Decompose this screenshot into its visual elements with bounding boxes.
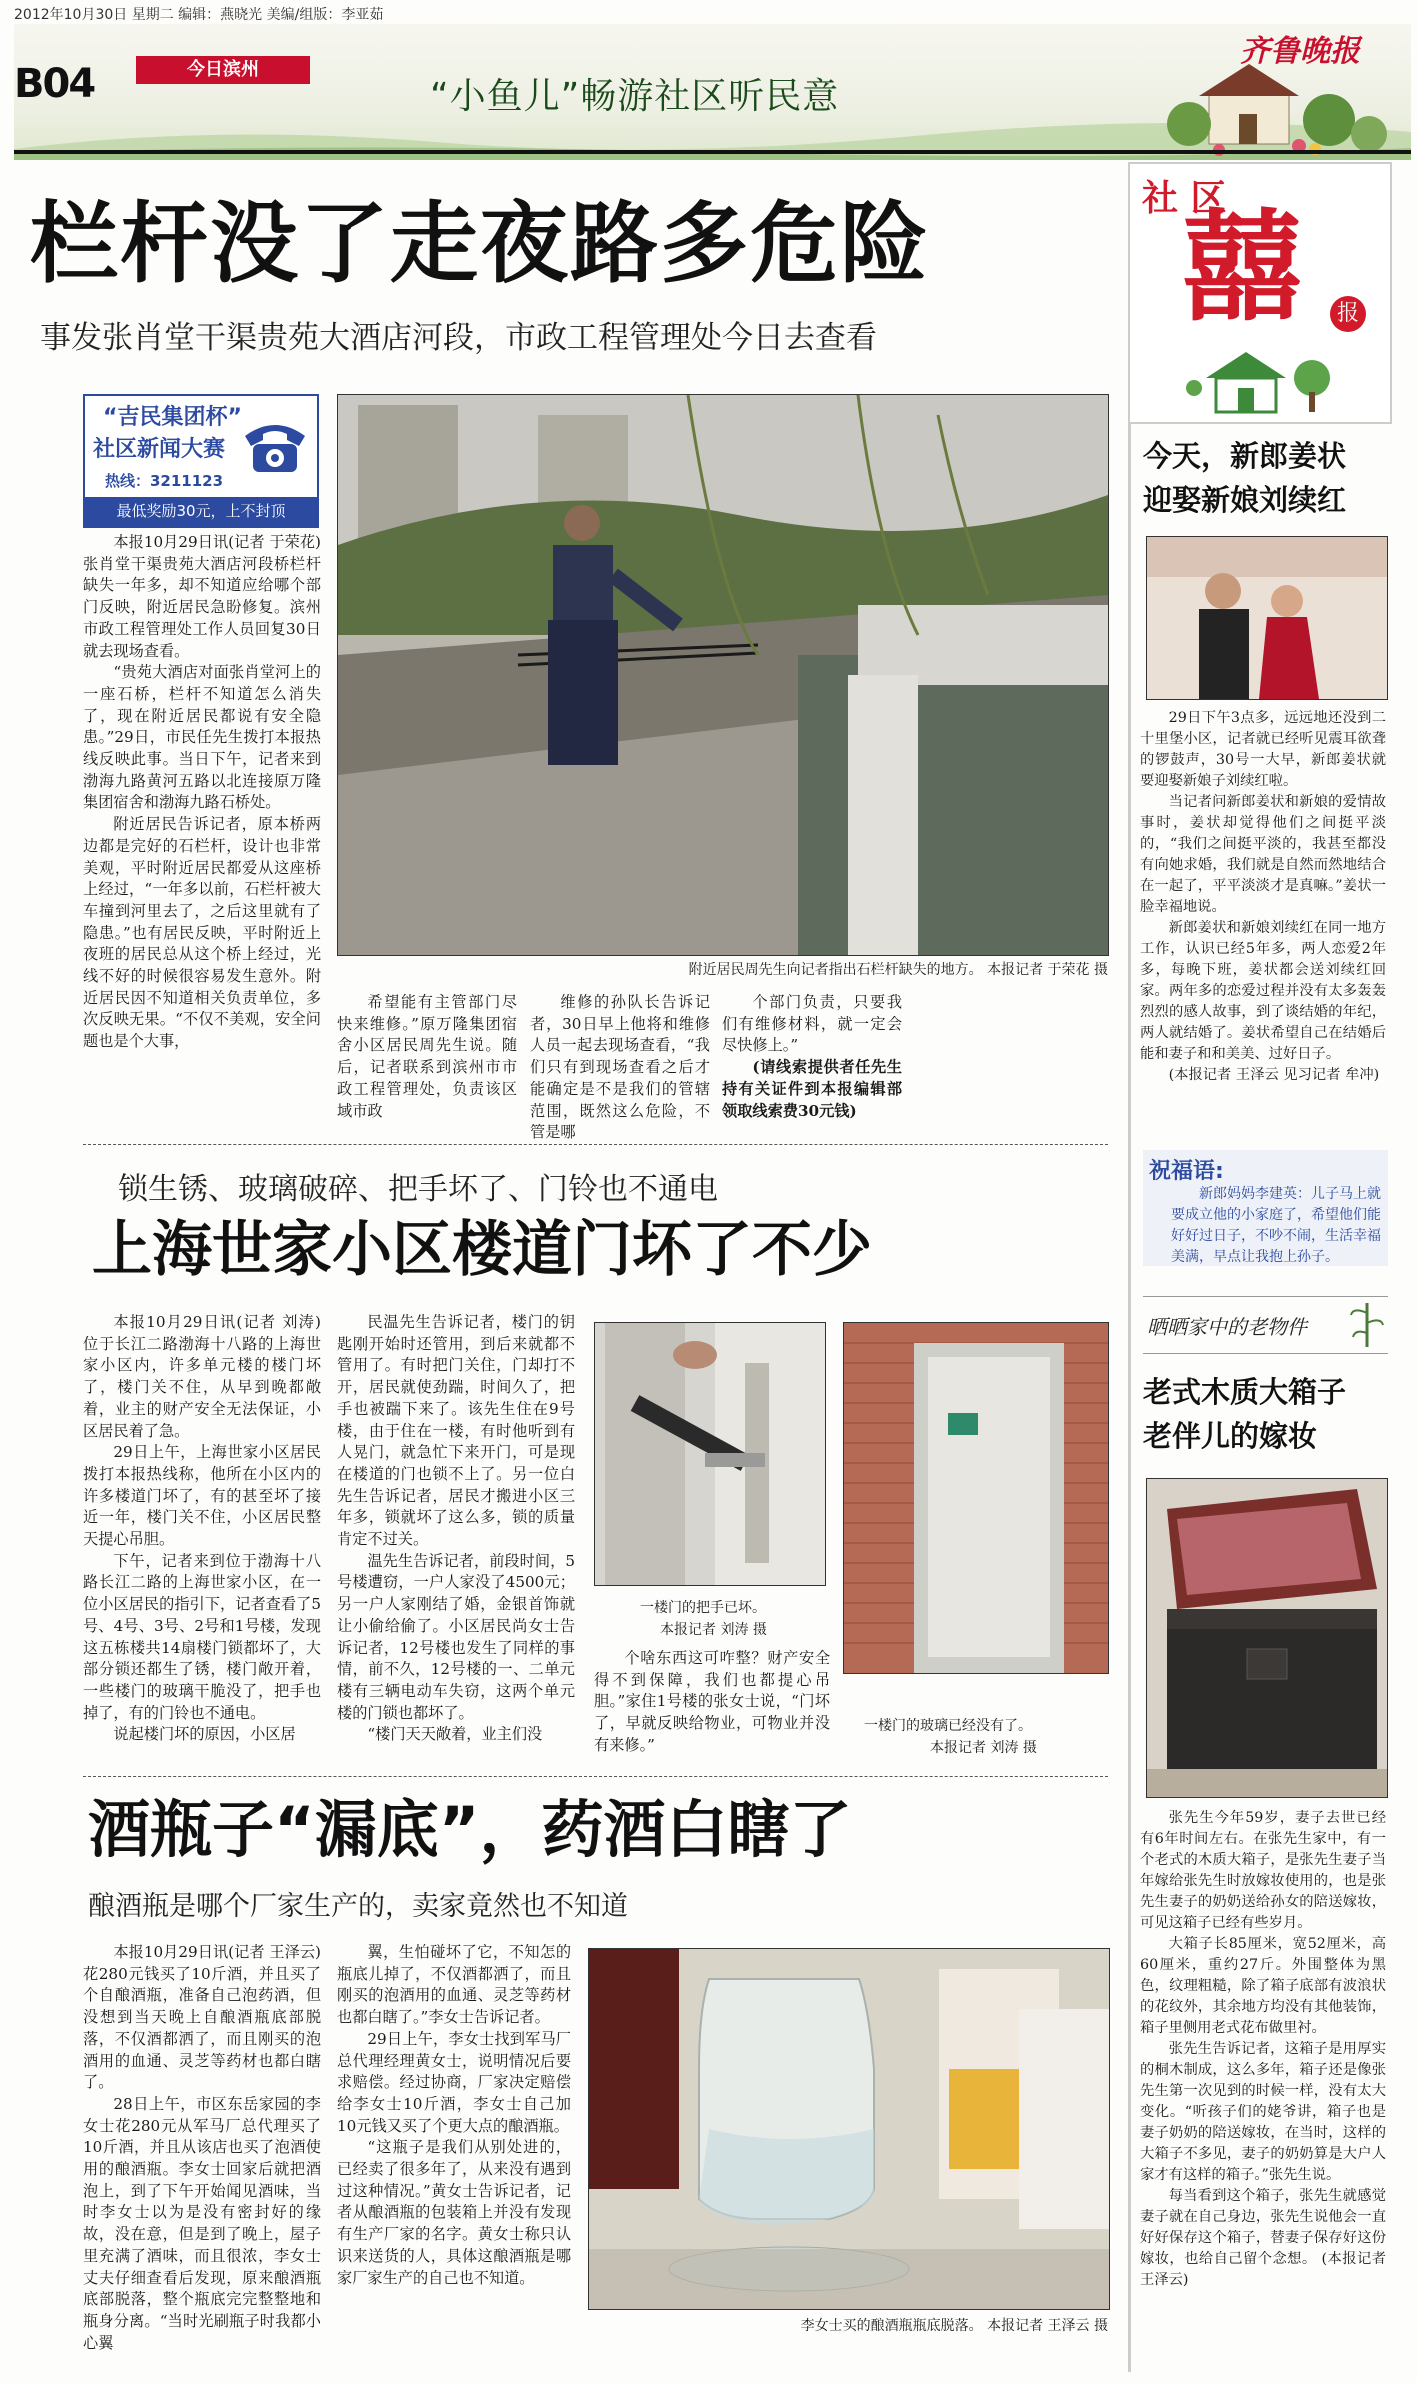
- hotline-number: 热线：3211123: [105, 472, 224, 490]
- wedding-story: [1140, 708, 1386, 1086]
- source-reward-note: (请线索提供者任先生持有关证件到本报编辑部领取线索费30元钱): [722, 1058, 902, 1120]
- section-divider: [83, 1776, 1108, 1777]
- paragraph: 每当看到这个箱子，张先生就感觉妻子就在自己身边，张先生说他会一直好好保存这个箱子，替妻子保存好这份嫁妆，也给自己留个念想。 (本报记者 王泽云): [1140, 2188, 1386, 2288]
- story2-col2: [337, 1312, 575, 1746]
- blessing-label: 祝福语:: [1149, 1159, 1224, 1184]
- paragraph: 民温先生告诉记者，楼门的钥匙刚开始时还管用，到后来就都不管用了。有时把门关住，门却打不开，居民就使劲踹，时间久了，把手也被踹下来了。该先生住在9号楼，由于住在一楼，有时他听到有人晃门，就急忙下来开门，可是现在楼道的门也锁不上了。另一位白先生告诉记者，居民才搬进小区三年多，锁就坏了这么多，锁的质量肯定不过关。: [337, 1313, 575, 1549]
- wedding-headline: [1143, 434, 1346, 522]
- story2-photo-handle: [594, 1322, 826, 1586]
- paragraph: 张先生今年59岁，妻子去世已经有6年时间左右。在张先生家中，有一个老式的木质大箱子，是张先生妻子当年嫁给张先生时放嫁妆使用的，也是张先生妻子的奶奶送给孙女的陪送嫁妆，可见这箱子已经有些岁月。: [1140, 1810, 1386, 1931]
- paper-logo: 齐鲁晚报: [1240, 34, 1360, 69]
- story2-col3: [594, 1648, 830, 1757]
- story3-photo-wine-jar: [588, 1948, 1110, 2310]
- wedding-headline-line2: 迎娶新娘刘续红: [1143, 483, 1347, 517]
- old-things-header: [1143, 1296, 1388, 1354]
- story2-photo1-caption-a: 一楼门的把手已坏。: [640, 1600, 766, 1616]
- hotline-title-1: “吉民集团杯”: [103, 405, 242, 430]
- wooden-chest-photo: [1146, 1478, 1388, 1798]
- lead-headline: 栏杆没了走夜路多危险: [30, 192, 931, 295]
- blessing-text: 新郎妈妈李建英：儿子马上就要成立他的小家庭了，希望他们能好好过日子，不吵不闹，生活幸福美满，早点让我抱上孙子。: [1171, 1186, 1381, 1265]
- box-headline-line1: 老式木质大箱子: [1143, 1375, 1347, 1409]
- paragraph: 本报10月29日讯(记者 王泽云) 花280元钱买了10斤酒，并且买了个自酿酒瓶，准备自己泡药酒，但没想到当天晚上自酿酒瓶底部脱落，不仅酒都洒了，而且刚买的泡酒用的血通、灵芝等药材也都白瞎了。: [83, 1943, 321, 2092]
- lead-subheadline: 事发张肖堂干渠贵苑大酒店河段，市政工程管理处今日去查看: [40, 320, 877, 356]
- lead-story-col2: [337, 992, 517, 1122]
- box-headline: [1143, 1370, 1346, 1458]
- story2-photo2-caption-b: 本报记者 刘涛 摄: [930, 1740, 1037, 1756]
- paragraph: 温先生告诉记者，前段时间，5号楼遭窃，一户人家没了4500元；另一户人家刚结了婚，金银首饰就让小偷给偷了。小区居民尚女士告诉记者，12号楼也发生了同样的事情，前不久，12号楼的一、二单元楼有三辆电动车失窃，这两个单元楼的门锁也都坏了。: [337, 1551, 575, 1722]
- hotline-title-2: 社区新闻大赛: [93, 437, 226, 462]
- section-tag: 今日滨州: [136, 56, 310, 84]
- paragraph: 29日上午，上海世家小区居民拨打本报热线称，他所在小区内的许多楼道门坏了，有的甚至坏了接近一年，楼门关不住，小区居民整天提心吊胆。: [83, 1443, 321, 1549]
- chest-story: [1140, 1808, 1386, 2291]
- column-rule: [1128, 162, 1131, 2372]
- old-things-title: 晒晒家中的老物件: [1147, 1315, 1307, 1339]
- paragraph: 28日上午，市区东岳家园的李女士花280元从军马厂总代理买了10斤酒，并且从该店也买了泡酒使用的酿酒瓶。李女士回家后就把酒泡上，到了下午开始闻见酒味，当时李女士以为是没有密封好的缘故，没在意，但是到了晚上，屋子里充满了酒味，而且很浓，李女士丈夫仔细查看后发现，原来酿酒瓶底部脱落，整个瓶底完完整整地和瓶身分离。“当时光刷瓶子时我都小心翼: [83, 2094, 321, 2352]
- banner-title: “小鱼儿”畅游社区听民意: [430, 76, 840, 117]
- paragraph: 大箱子长85厘米，宽52厘米，高60厘米，重约27斤。外围整体为黑色，纹理粗糙，除了箱子底部有波浪状的花纹外，其余地方均没有其他装饰，箱子里侧用老式花布做里衬。: [1140, 1936, 1386, 2036]
- paragraph: 翼，生怕碰坏了它，不知怎的瓶底儿掉了，不仅酒都洒了，而且刚买的泡酒用的血通、灵芝等药材也都白瞎了。”李女士告诉记者。: [337, 1943, 571, 2027]
- story2-photo-glass-door: [843, 1322, 1109, 1674]
- paragraph: “贵苑大酒店对面张肖堂河上的一座石桥，栏杆不知道怎么消失了，现在附近居民都说有安全隐患。”29日，市民任先生拨打本报热线反映此事。当日下午，记者来到渤海九路黄河五路以北连接原万隆集团宿舍和渤海九路石桥处。: [83, 663, 321, 812]
- page-number: B04: [14, 61, 95, 107]
- paragraph: 张先生告诉记者，这箱子是用厚实的桐木制成，这么多年，箱子还是像张先生第一次见到的时候一样，没有太大变化。“听孩子们的姥爷讲，箱子也是妻子奶奶的陪送嫁妆，在当时，这样的大箱子不多见，妻子的奶奶算是大户人家才有这样的箱子。”张先生说。: [1140, 2041, 1386, 2183]
- story2-headline: 上海世家小区楼道门坏了不少: [92, 1215, 872, 1285]
- story3-photo-caption: 李女士买的酿酒瓶瓶底脱落。 本报记者 王泽云 摄: [800, 2318, 1108, 2334]
- paragraph: 29日上午，李女士找到军马厂总代理经理黄女士，说明情况后要求赔偿。经过协商，厂家决定赔偿给李女士10斤酒，李女士自己加10元钱又买了个更大点的酿酒瓶。: [337, 2029, 571, 2135]
- paragraph: 下午，记者来到位于渤海十八路长江二路的上海世家小区，在一位小区居民的指引下，记者查看了5号、4号、3号、2号和1号楼，发现这五栋楼共14扇楼门锁都坏了，大部分锁还都生了锈，楼门敞开着，一些楼门的玻璃干脆没了，把手也掉了，有的门铃也不通电。: [83, 1551, 321, 1722]
- section-divider: [83, 1144, 1108, 1145]
- paragraph: 29日下午3点多，远远地还没到二十里堡小区，记者就已经听见震耳欲聋的锣鼓声，30号一大早，新郎姜状就要迎娶新娘子刘续红啦。: [1140, 710, 1386, 789]
- paragraph: 说起楼门坏的原因，小区居: [113, 1725, 296, 1744]
- story2-col1: [83, 1312, 321, 1746]
- story2-photo1-caption-b: 本报记者 刘涛 摄: [660, 1622, 767, 1638]
- masthead-rule: [14, 150, 1411, 154]
- lead-photo-bridge: [337, 394, 1109, 956]
- paragraph: 本报10月29日讯(记者 于荣花) 张肖堂干渠贵苑大酒店河段桥栏杆缺失一年多，却不知道应给哪个部门反映，附近居民急盼修复。滨州市政工程管理处工作人员回复30日就去现场查看。: [83, 533, 321, 660]
- box-headline-line2: 老伴儿的嫁妆: [1143, 1419, 1318, 1453]
- paragraph: 维修的孙队长告诉记者，30日早上他将和维修人员一起去现场查看，“我们只有到现场查看之后才能确定是不是我们的管辖范围，既然这么危险，不管是哪: [530, 993, 710, 1142]
- paragraph: 个啥东西这可咋整？财产安全得不到保障，我们也都提心吊胆。”家住1号楼的张女士说，“门坏了，早就反映给物业，可物业并没有来修。”: [594, 1649, 830, 1754]
- house-icon: [1186, 348, 1346, 418]
- wedding-headline-line1: 今天，新郎姜状: [1143, 439, 1347, 473]
- story3-col2: [337, 1942, 571, 2289]
- lead-story-col1: [83, 532, 321, 1053]
- paragraph: “这瓶子是我们从别处进的，已经卖了很多年了，从来没有遇到过这种情况。”黄女士告诉记者，记者从酿酒瓶的包装箱上并没有发现有生产厂家的名字。黄女士称只认识来送货的人，具体这酿酒瓶是哪家厂家生产的自己也不知道。: [337, 2138, 571, 2287]
- hotline-box: [83, 394, 319, 528]
- paragraph: 希望能有主管部门尽快来维修。”原万隆集团宿舍小区居民周先生说。随后，记者联系到滨州市市政工程管理处，负责该区域市政: [337, 993, 517, 1120]
- paragraph: 个部门负责，只要我们有维修材料，就一定会尽快修上。”: [722, 993, 902, 1055]
- xi-header-big: 囍: [1182, 197, 1302, 338]
- xi-header-line1: 社 区: [1142, 178, 1227, 219]
- blessing-box: [1143, 1150, 1388, 1266]
- community-xi-header: [1128, 162, 1392, 424]
- story3-col1: [83, 1942, 321, 2354]
- story3-headline: 酒瓶子“漏底”，药酒白瞎了: [88, 1793, 852, 1866]
- byline: (本报记者 王泽云 见习记者 牟冲): [1168, 1067, 1380, 1083]
- paragraph: 新郎姜状和新娘刘续红在同一地方工作，认识已经5年多，两人恋爱2年多，每晚下班，姜状都会送刘续红回家。两年多的恋爱过程并没有太多轰轰烈烈的感人故事，到了谈结婚的年纪，两人就结婚了。姜状希望自己在结婚后能和妻子和和美美、过好日子。: [1140, 920, 1386, 1062]
- bamboo-icon: [1349, 1301, 1385, 1353]
- paragraph: 本报10月29日讯(记者 刘涛) 位于长江二路渤海十八路的上海世家小区内，许多单元楼的楼门坏了，楼门关不住，从早到晚都敞着，业主的财产安全无法保证，小区居民着了急。: [83, 1313, 321, 1440]
- story2-photo2-caption-a: 一楼门的玻璃已经没有了。: [864, 1718, 1032, 1734]
- lead-story-col3: [530, 992, 710, 1144]
- paragraph: “楼门天天敞着，业主们没: [367, 1725, 543, 1744]
- telephone-icon: [239, 414, 311, 476]
- story3-subheadline: 酿酒瓶是哪个厂家生产的，卖家竟然也不知道: [88, 1891, 628, 1922]
- date-line: 2012年10月30日 星期二 编辑：燕晓光 美编/组版：李亚茹: [14, 7, 384, 23]
- hotline-reward: 最低奖励30元，上不封顶: [85, 497, 317, 526]
- paragraph: 附近居民告诉记者，原本桥两边都是完好的石栏杆，设计也非常美观，平时附近居民都爱从这座桥上经过，“一年多以前，石栏杆被大车撞到河里去了，之后这里就有了隐患。”也有居民反映，平时附近上夜班的居民总从这个桥上经过，光线不好的时候很容易发生意外。附近居民因不知道相关负责单位，多次反映无果。“不仅不美观，安全问题也是个大事，: [83, 815, 321, 1051]
- wedding-couple-photo: [1146, 536, 1388, 700]
- lead-story-col4: [722, 992, 902, 1122]
- xi-header-small: 报: [1330, 296, 1366, 332]
- paragraph: 当记者问新郎姜状和新娘的爱情故事时，姜状却觉得他们之间挺平淡的，“我们之间挺平淡的，我甚至都没有向她求婚，我们就是自然而然地结合在一起了，平平淡淡才是真嘛。”姜状一脸幸福地说。: [1140, 794, 1386, 915]
- story2-kicker: 锁生锈、玻璃破碎、把手坏了、门铃也不通电: [118, 1172, 718, 1207]
- lead-photo-caption: 附近居民周先生向记者指出石栏杆缺失的地方。 本报记者 于荣花 摄: [688, 962, 1108, 978]
